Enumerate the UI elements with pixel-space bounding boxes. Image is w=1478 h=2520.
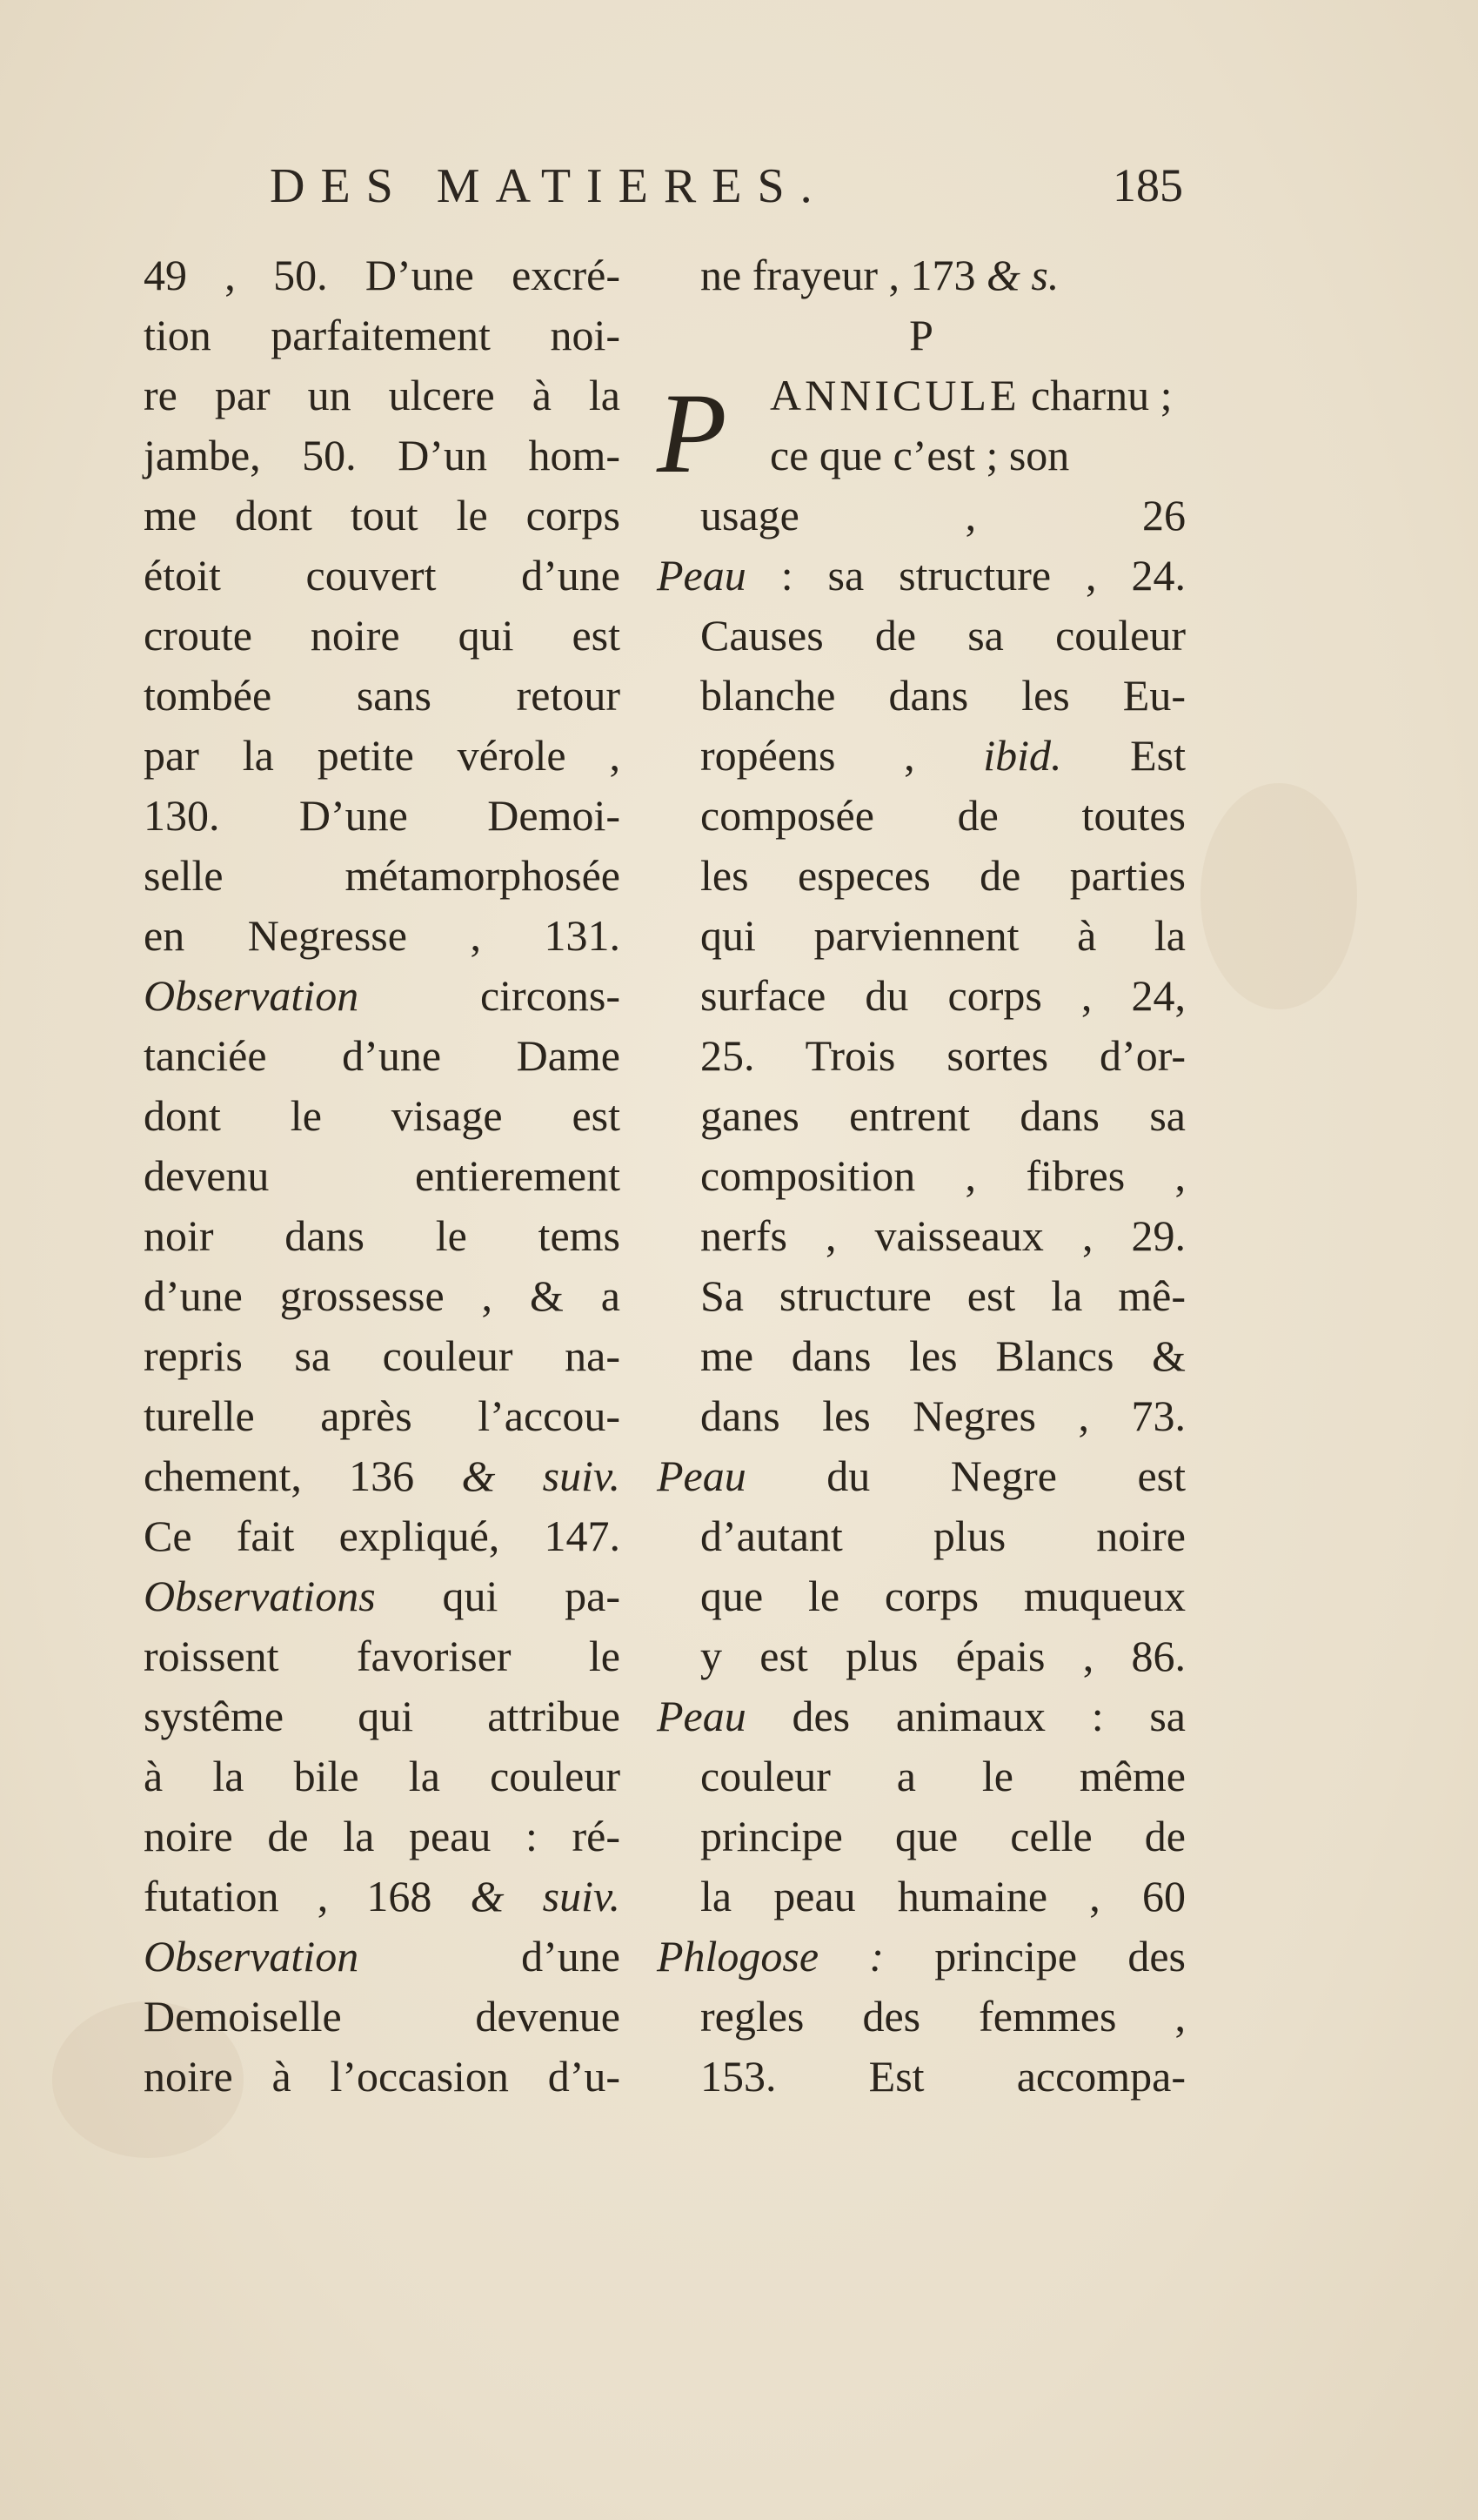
line-text: noire de la peau : ré-	[144, 1812, 620, 1860]
index-line	[144, 1987, 620, 2047]
line-text: repris sa couleur na-	[144, 1331, 620, 1380]
index-line	[144, 666, 620, 726]
index-line	[657, 966, 1186, 1026]
index-line	[657, 245, 1186, 305]
line-text: turelle après l’accou-	[144, 1391, 620, 1440]
index-line	[657, 1867, 1186, 1927]
index-line	[657, 606, 1186, 666]
index-line	[144, 1506, 620, 1566]
index-line	[144, 1026, 620, 1086]
index-line	[657, 1506, 1186, 1566]
line-italic: ibid.	[983, 731, 1062, 780]
index-line	[144, 1686, 620, 1746]
line-text: dans les Negres , 73.	[700, 1391, 1186, 1440]
index-line	[657, 786, 1186, 846]
line-text: tombée sans retour	[144, 671, 620, 720]
index-line	[657, 1206, 1186, 1266]
entry-headword: Peau	[657, 1692, 746, 1740]
line-text: tion parfaitement noi-	[144, 311, 620, 359]
line-text: des animaux : sa	[746, 1692, 1186, 1740]
section-letter: P	[909, 311, 933, 359]
line-text: roissent favoriser le	[144, 1632, 620, 1680]
index-line	[144, 1867, 620, 1927]
index-line	[657, 1686, 1186, 1746]
entry-text: usage ,	[700, 491, 977, 540]
index-line	[657, 666, 1186, 726]
line-text: Ce fait expliqué, 147.	[144, 1511, 620, 1560]
line-text: ganes entrent dans sa	[700, 1091, 1186, 1140]
index-line	[144, 846, 620, 906]
line-text: ne frayeur , 173	[700, 251, 987, 299]
line-text: chement, 136	[144, 1451, 462, 1500]
line-text: Sa structure est la mê-	[700, 1271, 1186, 1320]
index-line	[144, 486, 620, 546]
line-text: dont le visage est	[144, 1091, 620, 1140]
index-line	[657, 2047, 1186, 2107]
index-line	[657, 1806, 1186, 1867]
line-text: la peau humaine , 60	[700, 1872, 1186, 1920]
index-column-left	[144, 245, 620, 2107]
index-line	[657, 1987, 1186, 2047]
line-italic: & s.	[986, 251, 1060, 299]
line-text: les especes de parties	[700, 851, 1186, 900]
drop-capital: P	[657, 369, 727, 497]
entry-text: charnu ;	[1020, 371, 1173, 419]
line-text: 130. D’une Demoi-	[144, 791, 620, 840]
index-line	[144, 966, 620, 1026]
line-text: d’autant plus noire	[700, 1511, 1186, 1560]
index-line	[144, 786, 620, 846]
line-text: 25. Trois sortes d’or-	[700, 1031, 1186, 1080]
entry-line: ce que c’est ; son	[770, 431, 1070, 479]
line-text: qui pa-	[375, 1572, 620, 1620]
index-line	[144, 1446, 620, 1506]
line-text: Demoiselle devenue	[144, 1992, 620, 2041]
index-line	[657, 1386, 1186, 1446]
entry-headword: Observations	[144, 1572, 376, 1620]
line-text: systême qui attribue	[144, 1692, 620, 1740]
index-line	[144, 1386, 620, 1446]
line-text: qui parviennent à la	[700, 911, 1186, 960]
index-line	[144, 546, 620, 606]
line-text: Causes de sa couleur	[700, 611, 1186, 660]
entry-headword: Phlogose :	[657, 1932, 884, 1980]
line-text: Est	[1061, 731, 1186, 780]
entry-headword: Observation	[144, 971, 359, 1020]
index-line	[657, 846, 1186, 906]
line-text: principe que celle de	[700, 1812, 1186, 1860]
line-text: surface du corps , 24,	[700, 971, 1186, 1020]
line-text: étoit couvert d’une	[144, 551, 620, 600]
index-line	[144, 305, 620, 365]
line-text: me dans les Blancs &	[700, 1331, 1186, 1380]
index-line	[144, 1746, 620, 1806]
line-text: couleur a le même	[700, 1752, 1186, 1800]
line-text: nerfs , vaisseaux , 29.	[700, 1211, 1186, 1260]
index-line	[144, 726, 620, 786]
index-line	[657, 1326, 1186, 1386]
index-line	[144, 1206, 620, 1266]
line-text: jambe, 50. D’un hom-	[144, 431, 620, 479]
line-text: croute noire qui est	[144, 611, 620, 660]
paper-stain	[1200, 783, 1357, 1009]
dropcap-entry	[657, 365, 1186, 546]
index-line	[657, 1146, 1186, 1206]
page-ref: 26	[1142, 491, 1186, 540]
index-line	[657, 1927, 1186, 1987]
line-text: selle métamorphosée	[144, 851, 620, 900]
index-line	[144, 1806, 620, 1867]
index-line	[657, 1086, 1186, 1146]
index-column-right	[657, 245, 1186, 2107]
index-line	[657, 1446, 1186, 1506]
entry-line	[657, 486, 1186, 546]
index-line	[657, 1626, 1186, 1686]
index-line	[144, 606, 620, 666]
index-line	[144, 1326, 620, 1386]
line-text: noir dans le tems	[144, 1211, 620, 1260]
index-line	[144, 245, 620, 305]
index-line	[144, 1146, 620, 1206]
line-text: composée de toutes	[700, 791, 1186, 840]
index-line	[657, 546, 1186, 606]
index-line	[657, 1566, 1186, 1626]
line-italic: & suiv.	[470, 1872, 620, 1920]
index-line	[144, 1086, 620, 1146]
line-text: 49 , 50. D’une excré-	[144, 251, 620, 299]
index-line	[144, 1566, 620, 1626]
index-line	[657, 1266, 1186, 1326]
line-text: blanche dans les Eu-	[700, 671, 1186, 720]
running-head: DES MATIERES.	[270, 159, 828, 213]
line-text: : sa structure , 24.	[746, 551, 1186, 600]
line-text: du Negre est	[746, 1451, 1186, 1500]
index-line	[657, 906, 1186, 966]
index-line	[144, 1626, 620, 1686]
entry-headword: Observation	[144, 1932, 359, 1980]
line-text: devenu entierement	[144, 1151, 620, 1200]
index-line	[657, 726, 1186, 786]
line-text: circons-	[358, 971, 620, 1020]
line-text: d’une	[358, 1932, 620, 1980]
page-number: 185	[1113, 159, 1183, 211]
line-text: à la bile la couleur	[144, 1752, 620, 1800]
entry-headword: Peau	[657, 551, 746, 600]
line-text: tanciée d’une Dame	[144, 1031, 620, 1080]
line-text: principe des	[884, 1932, 1186, 1980]
index-line	[657, 1026, 1186, 1086]
line-text: en Negresse , 131.	[144, 911, 620, 960]
index-line	[144, 2047, 620, 2107]
index-line	[144, 1266, 620, 1326]
index-line	[144, 906, 620, 966]
line-text: par la petite vérole ,	[144, 731, 620, 780]
page-header	[270, 158, 1183, 219]
line-text: noire à l’occasion d’u-	[144, 2052, 620, 2101]
index-line	[144, 365, 620, 426]
line-text: regles des femmes ,	[700, 1992, 1186, 2041]
line-text: 153. Est accompa-	[700, 2052, 1186, 2101]
entry-headword: ANNICULE	[770, 371, 1020, 419]
line-text: re par un ulcere à la	[144, 371, 620, 419]
line-text: futation , 168	[144, 1872, 471, 1920]
line-text: ropéens ,	[700, 731, 984, 780]
index-line	[657, 1746, 1186, 1806]
line-text: d’une grossesse , & a	[144, 1271, 620, 1320]
line-text: composition , fibres ,	[700, 1151, 1186, 1200]
line-italic: & suiv.	[461, 1451, 620, 1500]
entry-headword: Peau	[657, 1451, 746, 1500]
line-text: me dont tout le corps	[144, 491, 620, 540]
line-text: y est plus épais , 86.	[700, 1632, 1186, 1680]
line-text: que le corps muqueux	[700, 1572, 1186, 1620]
index-line	[144, 1927, 620, 1987]
index-line	[144, 426, 620, 486]
